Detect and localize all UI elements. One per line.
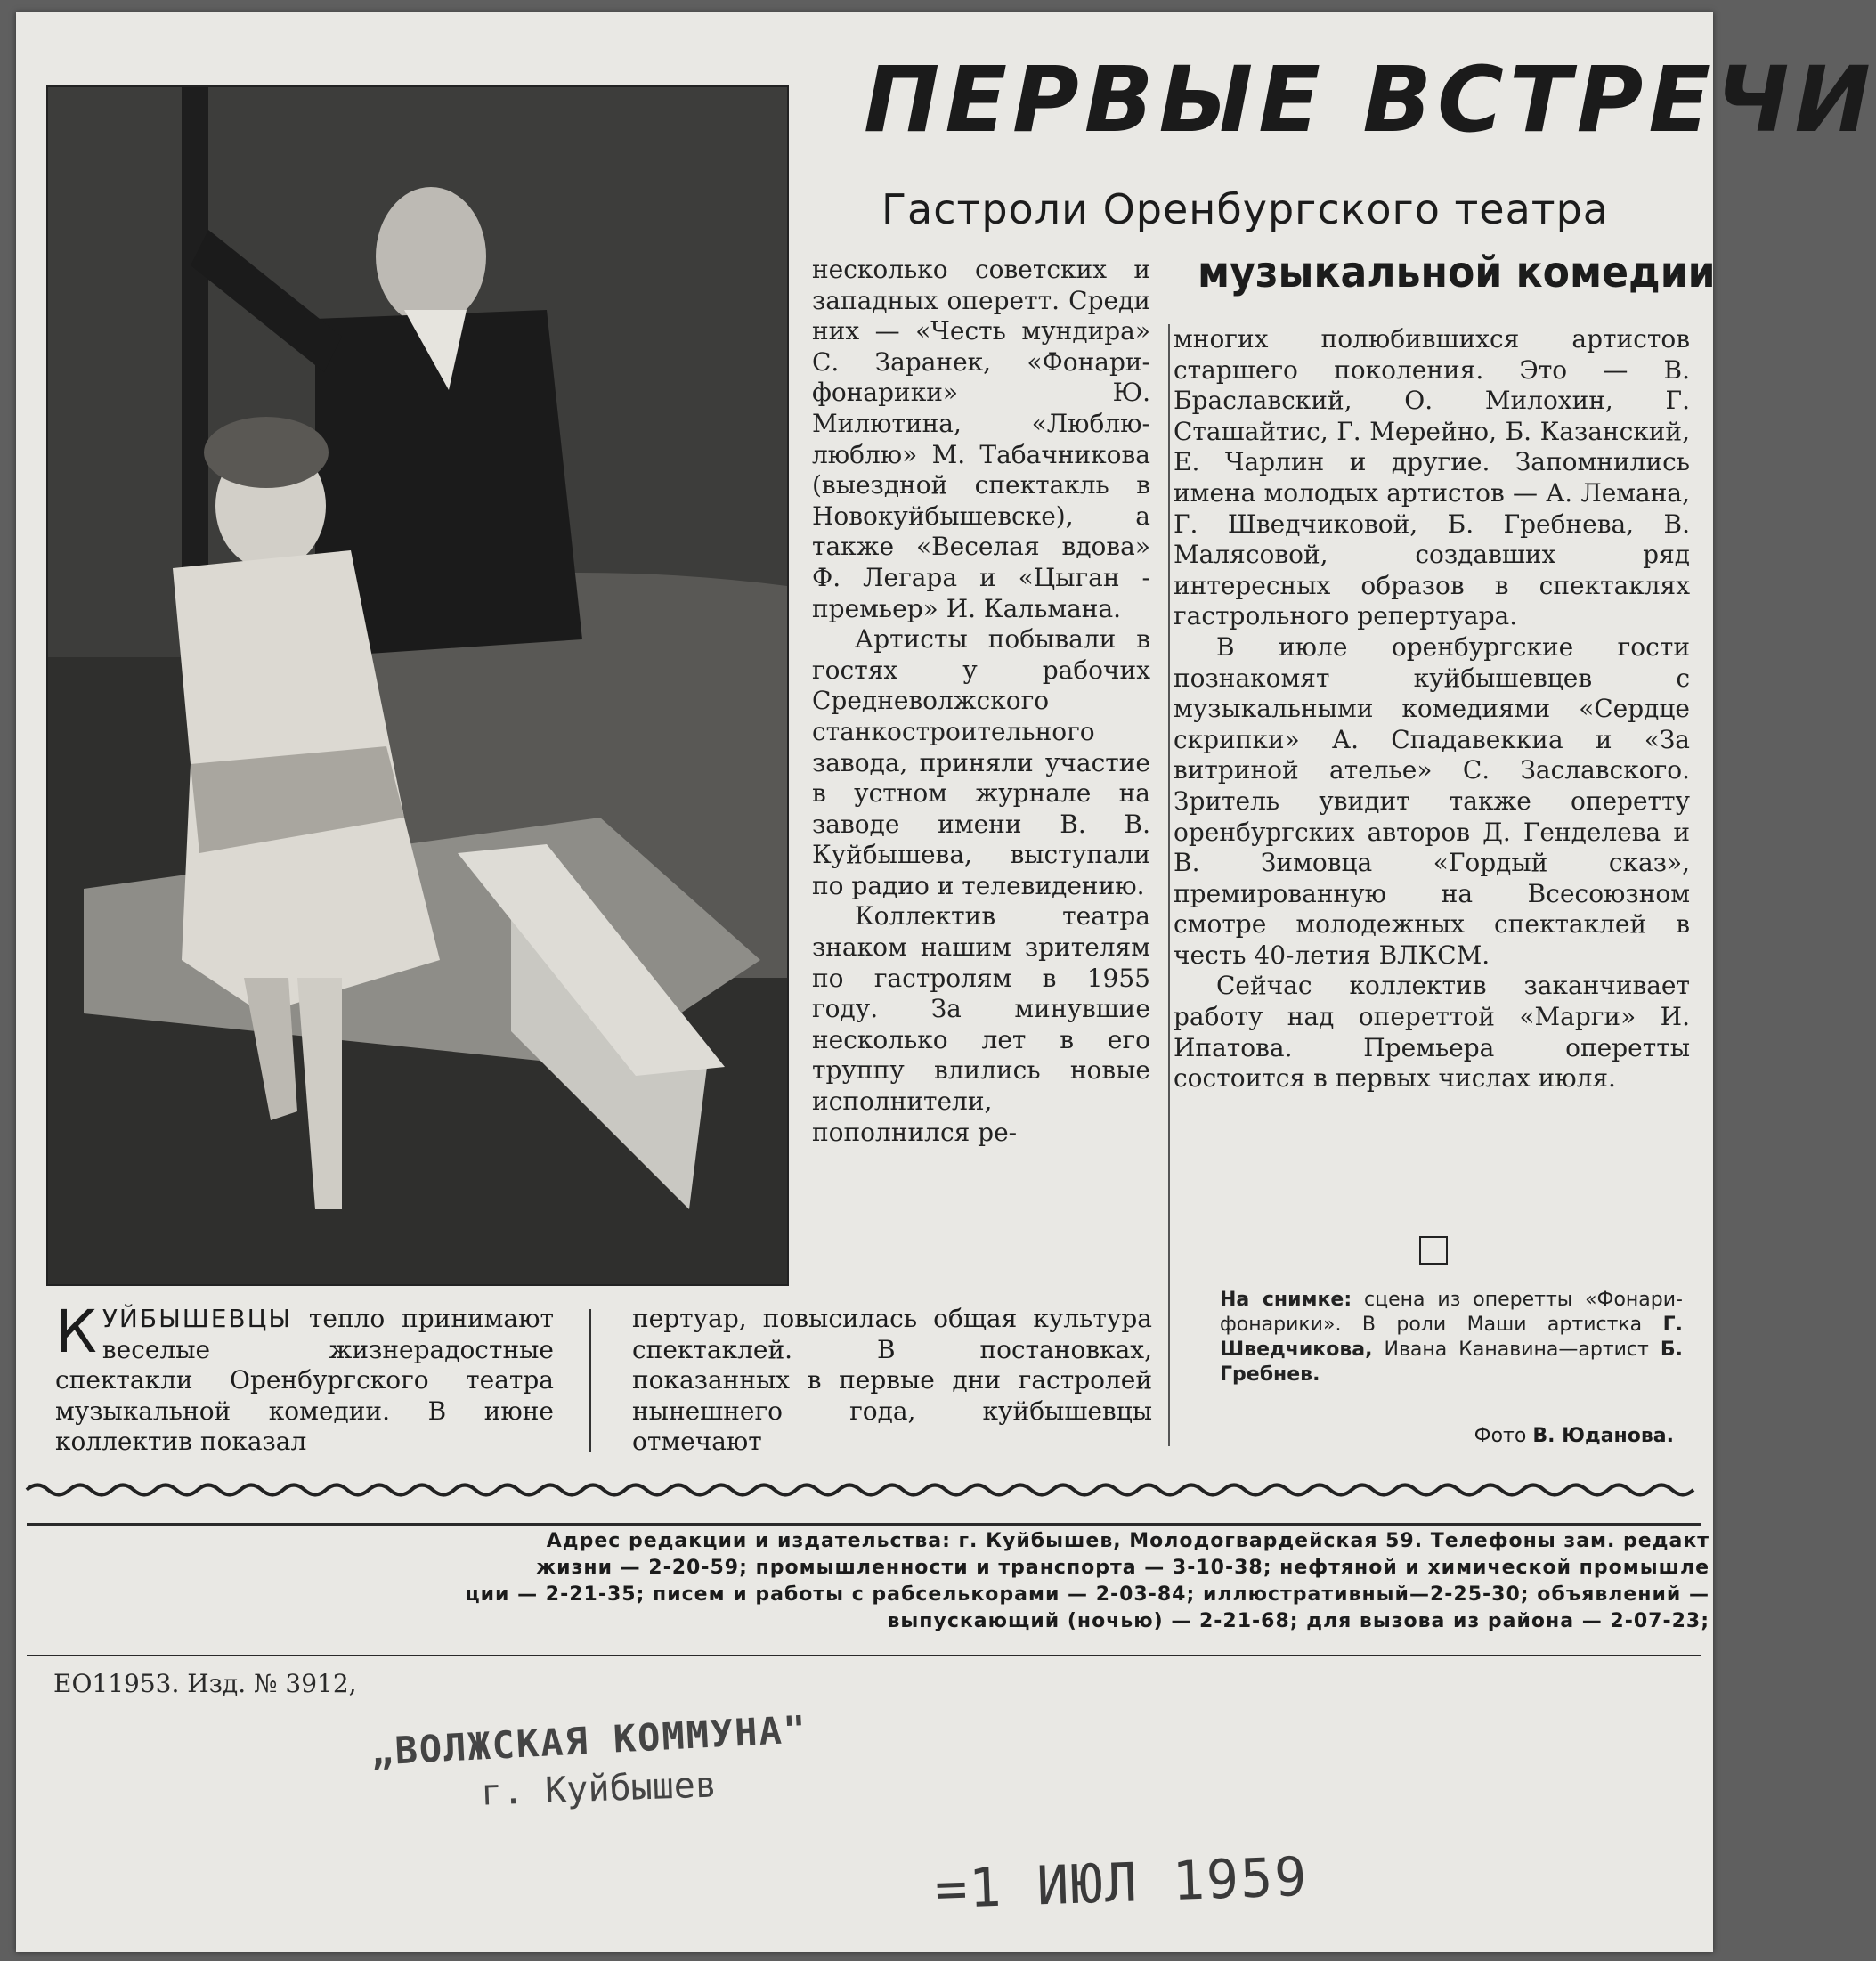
photo-scene-icon — [48, 87, 787, 1284]
subheadline-line2: музыкальной комедии — [1198, 248, 1716, 297]
paragraph: В июле оренбургские гости познакомят куйбышевцев с музыкальными комедиями «Сердце скрипки» А. Спадавеккиа и «За витриной ателье» С. Заславского. Зритель увидит также оперетту оренбургских авторов Д. Генделева и В. Зимовца «Гордый сказ», премированную на Всесоюзном смотре молодежных спектаклей в честь 40-летия ВЛКСМ. — [1174, 631, 1690, 970]
column-divider — [589, 1309, 591, 1452]
address-top-rule — [27, 1523, 1701, 1526]
article-photo — [46, 85, 789, 1286]
paragraph: несколько советских и западных оперетт. Среди них — «Честь мундира» С. Заранек, «Фонари-фонарики» Ю. Милютина, «Люблю-люблю» М. Табачникова (выездной спектакль в Новокуйбышевске), а также «Веселая вдова» Ф. Легара и «Цыган - премьер» И. Кальмана. — [812, 255, 1150, 623]
photo-credit — [1380, 1425, 1674, 1447]
address-line: жизни — 2-20-59; промышленности и транспорта — 3-10-38; нефтяной и химической промышле — [536, 1557, 1710, 1579]
end-mark-icon — [1419, 1236, 1448, 1265]
intro-text: тепло принимают веселые жизнерадостные спектакли Оренбургского театра музыкальной комедии. В июне коллектив показал — [55, 1304, 554, 1457]
credit-label: Фото — [1474, 1425, 1527, 1447]
article-column-b — [1174, 324, 1690, 1094]
paragraph: Артисты побывали в гостях у рабочих Средневолжского станкостроительного завода, приняли участие в устном журнале на заводе имени В. В. Куйбышева, выступали по радио и телевидению. — [812, 624, 1150, 900]
paragraph: Коллектив театра знаком нашим зрителям по гастролям в 1955 году. За минувшие несколько лет в его труппу влились новые исполнители, пополнился ре- — [812, 901, 1150, 1147]
column-divider — [1168, 324, 1170, 1446]
paragraph: Сейчас коллектив заканчивает работу над опереттой «Марги» И. Ипатова. Премьера оперетты состоится в первых числах июля. — [1174, 971, 1690, 1094]
stamp-date: =1 ИЮЛ 1959 — [933, 1845, 1310, 1922]
caption-text: сцена из оперетты «Фонари-фонарики». В роли Маши артистка — [1220, 1289, 1683, 1336]
headline: ПЕРВЫЕ ВСТРЕЧИ — [864, 47, 1876, 153]
wavy-divider — [27, 1478, 1701, 1501]
drop-cap: К — [55, 1298, 97, 1366]
subheadline-line1: Гастроли Оренбургского театра — [881, 185, 1609, 233]
print-info: ЕО11953. Изд. № 3912, — [53, 1669, 357, 1698]
caption-label: На снимке: — [1220, 1289, 1352, 1311]
article-intro — [55, 1298, 554, 1458]
address-line: Адрес редакции и издательства: г. Куйбышев, Молодогвардейская 59. Телефоны зам. редакт — [546, 1530, 1710, 1552]
intro-first-word: УЙБЫШЕВЦЫ — [102, 1304, 293, 1333]
caption-text2: Ивана Канавина—артист — [1372, 1339, 1661, 1361]
photo-caption — [1220, 1288, 1683, 1387]
stamp-city: г. Куйбышев — [480, 1764, 718, 1814]
editorial-address — [39, 1528, 1710, 1635]
address-line: ции — 2-21-35; писем и работы с рабселькорами — 2-03-84; иллюстративный—2-25-30; объявлений — — [465, 1583, 1710, 1606]
article-column-a — [812, 255, 1150, 1148]
address-bottom-rule — [27, 1655, 1701, 1656]
address-line: выпускающий (ночью) — 2-21-68; для вызова из района — 2-07-23; — [887, 1610, 1710, 1632]
stamp-newspaper: „ВОЛЖСКАЯ КОММУНА" — [370, 1707, 809, 1774]
credit-name: В. Юданова. — [1532, 1425, 1674, 1447]
caption-name2: Б. Гребнев. — [1220, 1339, 1683, 1386]
paragraph: многих полюбившихся артистов старшего поколения. Это — В. Браславский, О. Милохин, Г. Сташайтис, Г. Мерейно, Б. Казанский, Е. Чарлин и другие. Запомнились имена молодых артистов — А. Лемана, Г. Шведчиковой, Б. Гребнева, В. Малясовой, создавших ряд интересных образов в спектаклях гастрольного репертуара. — [1174, 324, 1690, 631]
article-intro-continued: пертуар, повысилась общая культура спектаклей. В постановках, показанных в первые дни гастролей нынешнего года, куйбышевцы отмечают — [632, 1304, 1152, 1457]
caption-name1: Г. Шведчикова, — [1220, 1314, 1683, 1361]
